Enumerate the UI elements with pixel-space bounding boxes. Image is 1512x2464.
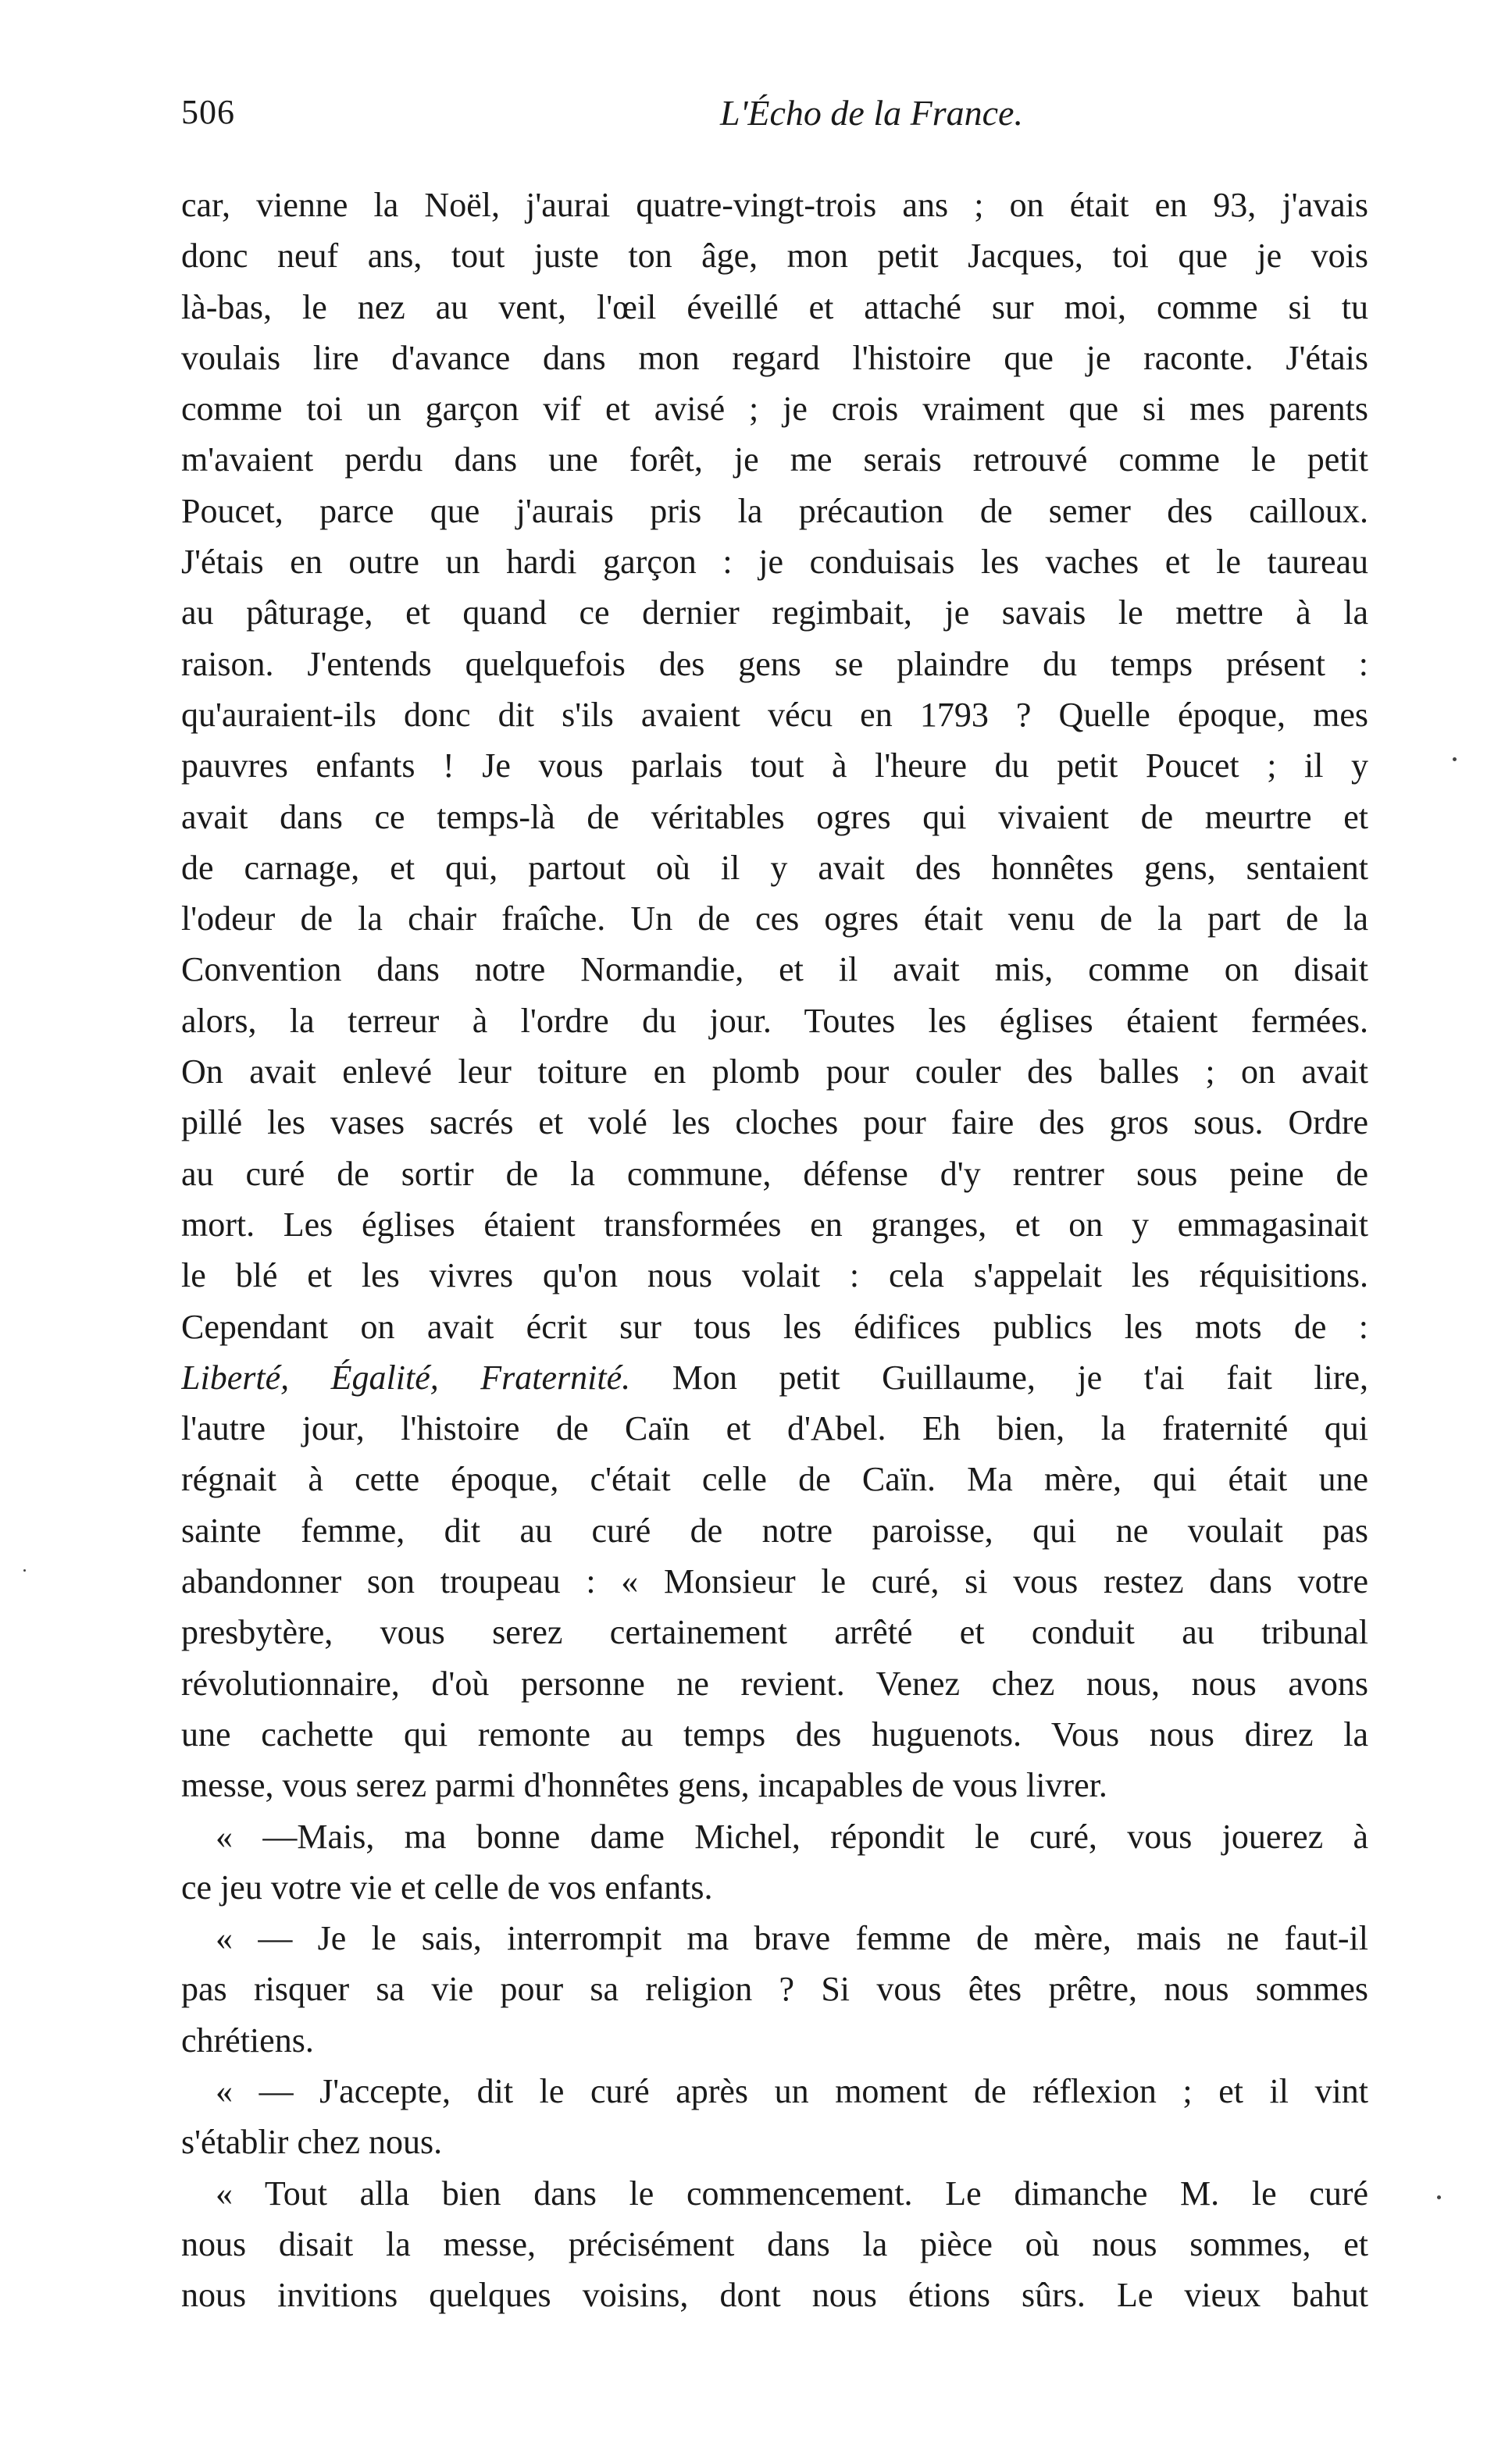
text-line: abandonner son troupeau : « Monsieur le curé, si vous restez dans votre <box>181 1562 1368 1601</box>
text-line: presbytère, vous serez certainement arrêté et conduit au tribunal <box>181 1613 1368 1652</box>
motto-rest: Mon petit Guillaume, je t'ai fait lire, <box>630 1358 1368 1397</box>
text-line: l'autre jour, l'histoire de Caïn et d'Abel. Eh bien, la fraternité qui <box>181 1409 1368 1448</box>
text-line: Poucet, parce que j'aurais pris la précaution de semer des cailloux. <box>181 491 1368 530</box>
text-line: là-bas, le nez au vent, l'œil éveillé et attaché sur moi, comme si tu <box>181 287 1368 326</box>
text-line: de carnage, et qui, partout où il y avait des honnêtes gens, sentaient <box>181 848 1368 887</box>
text-line: au curé de sortir de la commune, défense d'y rentrer sous peine de <box>181 1154 1368 1193</box>
text-line: donc neuf ans, tout juste ton âge, mon petit Jacques, toi que je vois <box>181 237 1368 276</box>
text-line: régnait à cette époque, c'était celle de Caïn. Ma mère, qui était une <box>181 1460 1368 1499</box>
text-line: pas risquer sa vie pour sa religion ? Si vous êtes prêtre, nous sommes <box>181 1970 1368 2009</box>
text-line: « —Mais, ma bonne dame Michel, répondit le curé, vous jouerez à <box>216 1817 1368 1856</box>
text-line: le blé et les vivres qu'on nous volait : cela s'appelait les réquisitions. <box>181 1256 1368 1295</box>
text-line: J'étais en outre un hardi garçon : je conduisais les vaches et le taureau <box>181 543 1368 582</box>
text-line: au pâturage, et quand ce dernier regimbait, je savais le mettre à la <box>181 593 1368 632</box>
body-text <box>181 180 1368 2320</box>
text-line: car, vienne la Noël, j'aurai quatre-vingt-trois ans ; on était en 93, j'avais <box>181 186 1368 224</box>
text-line: Convention dans notre Normandie, et il avait mis, comme on disait <box>181 950 1368 989</box>
text-line: nous invitions quelques voisins, dont nous étions sûrs. Le vieux bahut <box>181 2276 1368 2315</box>
text-line: Cependant on avait écrit sur tous les édifices publics les mots de : <box>181 1307 1368 1346</box>
text-line: pillé les vases sacrés et volé les cloches pour faire des gros sous. Ordre <box>181 1103 1368 1142</box>
text-line: nous disait la messe, précisément dans la pièce où nous sommes, et <box>181 2224 1368 2263</box>
print-speck <box>23 1569 26 1572</box>
text-line: mort. Les églises étaient transformées en granges, et on y emmagasinait <box>181 1205 1368 1244</box>
page-header <box>181 92 1368 147</box>
running-title: L'Écho de la France. <box>720 93 1023 133</box>
text-line: s'établir chez nous. <box>181 2123 443 2162</box>
text-line: pauvres enfants ! Je vous parlais tout à l'heure du petit Poucet ; il y <box>181 746 1368 785</box>
text-line: m'avaient perdu dans une forêt, je me serais retrouvé comme le petit <box>181 440 1368 479</box>
text-line: « — Je le sais, interrompit ma brave femme de mère, mais ne faut-il <box>216 1919 1368 1958</box>
text-line: l'odeur de la chair fraîche. Un de ces ogres était venu de la part de la <box>181 899 1368 938</box>
print-speck <box>1437 2195 1441 2199</box>
text-line: sainte femme, dit au curé de notre paroisse, qui ne voulait pas <box>181 1511 1368 1550</box>
text-line: messe, vous serez parmi d'honnêtes gens, incapables de vous livrer. <box>181 1766 1107 1805</box>
print-speck <box>1453 757 1457 761</box>
text-line: avait dans ce temps-là de véritables ogres qui vivaient de meurtre et <box>181 797 1368 836</box>
text-line: On avait enlevé leur toiture en plomb pour couler des balles ; on avait <box>181 1052 1368 1091</box>
text-line: une cachette qui remonte au temps des huguenots. Vous nous direz la <box>181 1714 1368 1754</box>
text-line: révolutionnaire, d'où personne ne revient. Venez chez nous, nous avons <box>181 1664 1368 1703</box>
text-line: comme toi un garçon vif et avisé ; je crois vraiment que si mes parents <box>181 390 1368 429</box>
text-line: « — J'accepte, dit le curé après un moment de réflexion ; et il vint <box>216 2071 1368 2110</box>
text-line: raison. J'entends quelquefois des gens se plaindre du temps présent : <box>181 644 1368 683</box>
motto-italic: Liberté, Égalité, Fraternité. <box>181 1358 631 1397</box>
text-line: « Tout alla bien dans le commencement. Le dimanche M. le curé <box>216 2174 1368 2213</box>
text-line: chrétiens. <box>181 2021 314 2060</box>
text-line-motto <box>181 1352 1368 1403</box>
text-line: alors, la terreur à l'ordre du jour. Toutes les églises étaient fermées. <box>181 1001 1368 1040</box>
text-line: qu'auraient-ils donc dit s'ils avaient vécu en 1793 ? Quelle époque, mes <box>181 695 1368 734</box>
page-number: 506 <box>181 93 235 131</box>
text-line: voulais lire d'avance dans mon regard l'histoire que je raconte. J'étais <box>181 338 1368 377</box>
text-line: ce jeu votre vie et celle de vos enfants. <box>181 1868 713 1907</box>
